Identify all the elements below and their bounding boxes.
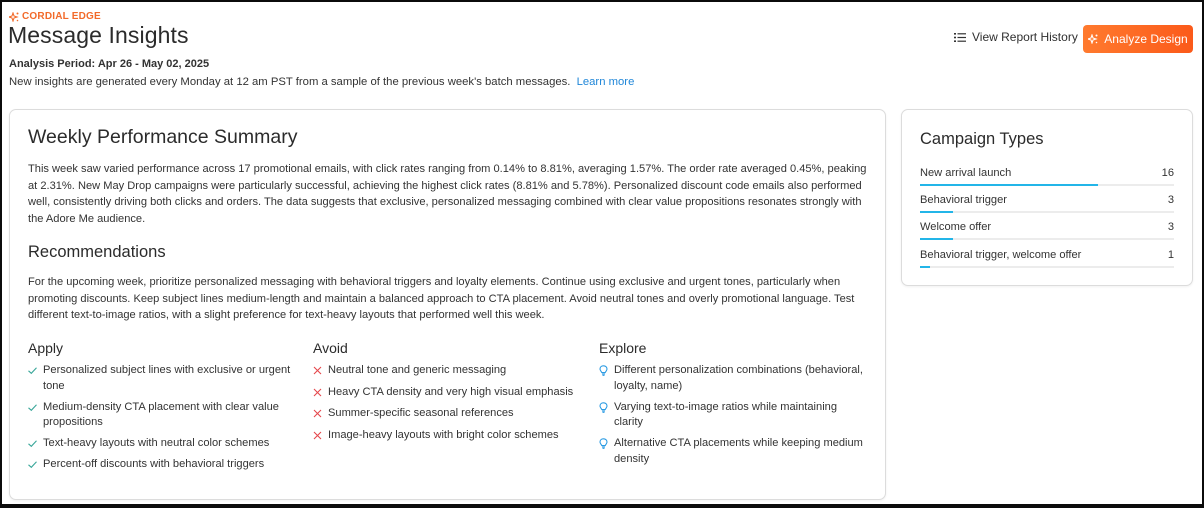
avoid-item: Summer-specific seasonal references <box>313 406 583 422</box>
lightbulb-icon <box>599 402 608 413</box>
apply-title: Apply <box>28 340 64 356</box>
campaign-type-row <box>920 165 1174 192</box>
explore-item: Alternative CTA placements while keeping medium density <box>599 436 869 467</box>
view-report-history-label: View Report History <box>972 30 1078 44</box>
campaign-type-row <box>920 219 1174 246</box>
info-text <box>9 76 634 88</box>
analyze-design-label: Analyze Design <box>1104 32 1188 46</box>
explore-title: Explore <box>599 340 647 356</box>
check-icon <box>28 439 37 448</box>
recommendations-title: Recommendations <box>28 243 166 261</box>
campaign-type-bar <box>920 266 930 268</box>
lightbulb-icon <box>599 438 608 449</box>
avoid-column <box>313 340 583 449</box>
avoid-item: Heavy CTA density and very high visual emphasis <box>313 385 583 401</box>
campaign-type-label: Behavioral trigger <box>920 194 1007 207</box>
explore-column <box>599 340 869 473</box>
check-icon <box>28 460 37 469</box>
campaign-types-card <box>901 109 1193 286</box>
campaign-type-bar-track <box>920 266 1174 268</box>
lightbulb-icon <box>599 365 608 376</box>
campaign-type-bar-track <box>920 238 1174 240</box>
x-icon <box>313 388 322 397</box>
list-icon <box>954 32 966 43</box>
campaign-type-bar-track <box>920 184 1174 186</box>
avoid-title: Avoid <box>313 340 348 356</box>
weekly-summary-card <box>9 109 886 500</box>
info-description: New insights are generated every Monday at 12 am PST from a sample of the previous week's batch messages. <box>9 76 571 88</box>
apply-item: Medium-density CTA placement with clear value propositions <box>28 400 298 431</box>
campaign-type-bar <box>920 211 953 213</box>
recommendations-text: For the upcoming week, prioritize personalized messaging with behavioral triggers and loyalty elements. Continue using exclusive and urgent tones, particularly when promoting discounts. Keep subject lines medium-length and maintain a balanced approach to CTA placement. Avoid neutral tones and overly promotional language. Test different text-to-image ratios, with a slight preference for text-heavy layouts that performed well this week. <box>28 276 855 321</box>
analysis-period: Analysis Period: Apr 26 - May 02, 2025 <box>9 58 210 70</box>
campaign-type-bar <box>920 184 1098 186</box>
campaign-type-label: Behavioral trigger, welcome offer <box>920 248 1082 261</box>
learn-more-link[interactable]: Learn more <box>576 76 635 88</box>
campaign-type-bar-track <box>920 211 1174 213</box>
sparkle-icon <box>1088 34 1098 44</box>
x-icon <box>313 409 322 418</box>
campaign-type-count: 16 <box>1161 167 1174 179</box>
avoid-item: Neutral tone and generic messaging <box>313 363 583 379</box>
summary-text: This week saw varied performance across 17 promotional emails, with click rates ranging from 0.14% to 8.81%, averaging 1.57%. The order rate averaged 0.45%, peaking at 2.31%. New May Drop campaigns were particularly successful, achieving the highest click rates (8.81% and 5.78%). Personalized discount code emails also performed well, consistently driving both clicks and orders. The data suggests that exclusive, personalized messaging combined with clear value propositions resonates strongly with the Adore Me audience. <box>28 163 867 225</box>
x-icon <box>313 431 322 440</box>
brand-label: CORDIAL EDGE <box>22 11 101 22</box>
x-icon <box>313 366 322 375</box>
check-icon <box>28 403 37 412</box>
explore-item: Different personalization combinations (behavioral, loyalty, name) <box>599 363 869 394</box>
apply-item: Text-heavy layouts with neutral color schemes <box>28 436 298 452</box>
brand <box>9 11 101 22</box>
campaign-type-label: Welcome offer <box>920 221 992 234</box>
view-report-history-button[interactable] <box>954 30 1078 44</box>
campaign-type-count: 3 <box>1167 221 1174 234</box>
summary-title: Weekly Performance Summary <box>28 126 298 148</box>
analyze-design-button[interactable] <box>1083 25 1193 53</box>
check-icon <box>28 366 37 375</box>
sparkle-icon <box>9 12 19 22</box>
explore-list <box>599 363 869 467</box>
campaign-type-row <box>920 192 1174 219</box>
campaign-type-row <box>920 247 1174 274</box>
avoid-list <box>313 363 583 443</box>
campaign-type-count: 1 <box>1167 248 1174 261</box>
campaign-types-list <box>920 165 1174 274</box>
apply-item: Personalized subject lines with exclusive or urgent tone <box>28 363 298 394</box>
campaign-type-label: New arrival launch <box>920 167 1012 179</box>
campaign-type-count: 3 <box>1167 194 1174 207</box>
page-title: Message Insights <box>8 22 189 48</box>
apply-column <box>28 340 298 478</box>
campaign-type-bar <box>920 238 953 240</box>
explore-item: Varying text-to-image ratios while maintaining clarity <box>599 400 869 431</box>
apply-list <box>28 363 298 473</box>
apply-item: Percent-off discounts with behavioral triggers <box>28 457 298 473</box>
campaign-types-title: Campaign Types <box>920 130 1044 148</box>
avoid-item: Image-heavy layouts with bright color schemes <box>313 428 583 444</box>
